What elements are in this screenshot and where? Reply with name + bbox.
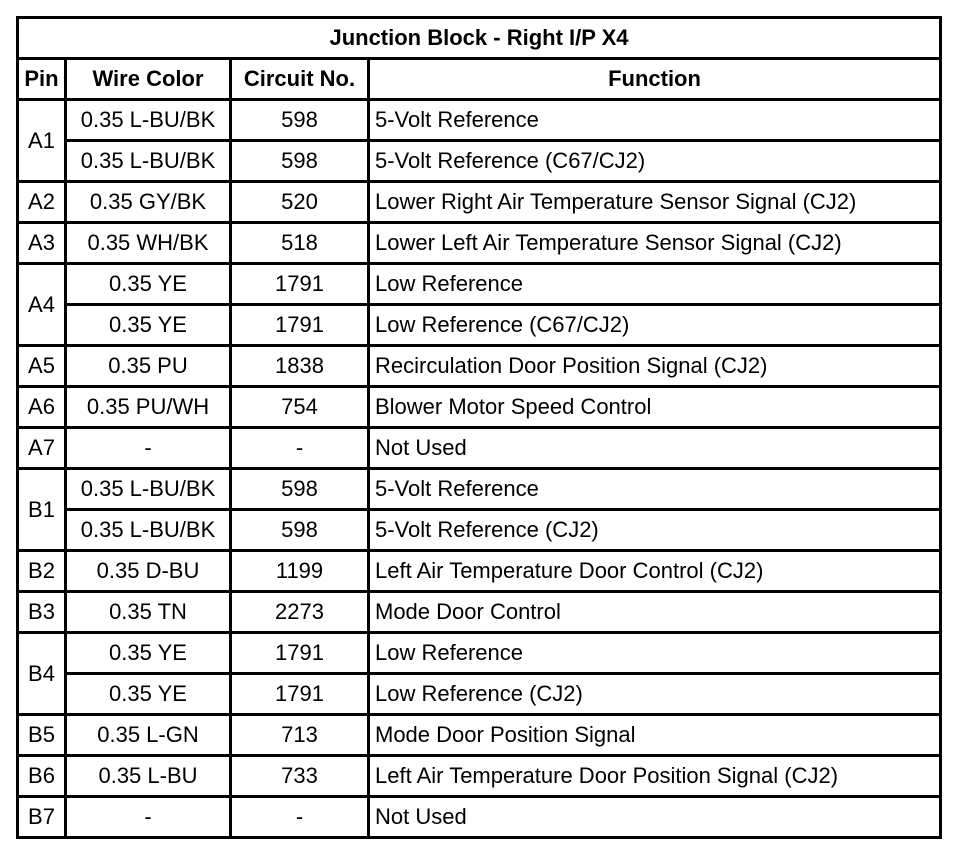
circuit-number-cell: 598 [232,470,367,508]
function-cell: Low Reference [370,634,939,672]
circuit-number-cell: 733 [232,757,367,795]
table-title: Junction Block - Right I/P X4 [19,19,939,57]
wire-color-cell: 0.35 D-BU [67,552,229,590]
wire-color-cell: 0.35 PU [67,347,229,385]
header-pin: Pin [19,60,64,98]
table-row [19,142,939,180]
table-row [19,593,939,631]
wire-color-cell: 0.35 L-BU/BK [67,101,229,139]
table-row [19,552,939,590]
wire-color-cell: 0.35 L-BU/BK [67,470,229,508]
circuit-number-cell: 1838 [232,347,367,385]
wire-color-cell: 0.35 YE [67,306,229,344]
circuit-number-cell: 598 [232,101,367,139]
table-row [19,470,939,508]
title-row [19,19,939,57]
table-row [19,388,939,426]
wire-color-cell: 0.35 TN [67,593,229,631]
table-body [19,101,939,836]
table-row [19,675,939,713]
function-cell: Left Air Temperature Door Position Signal (CJ2) [370,757,939,795]
function-cell: 5-Volt Reference [370,470,939,508]
circuit-number-cell: 520 [232,183,367,221]
pin-cell: A6 [19,388,64,426]
wire-color-cell: 0.35 L-BU/BK [67,511,229,549]
circuit-number-cell: 1791 [232,634,367,672]
wire-color-cell: 0.35 YE [67,265,229,303]
pin-cell: B3 [19,593,64,631]
table-row [19,224,939,262]
pin-cell: B2 [19,552,64,590]
function-cell: Blower Motor Speed Control [370,388,939,426]
table-row [19,101,939,139]
pin-cell: B5 [19,716,64,754]
connector-table-wrapper [16,16,942,839]
circuit-number-cell: 754 [232,388,367,426]
pin-cell: B6 [19,757,64,795]
table-row [19,347,939,385]
function-cell: 5-Volt Reference (CJ2) [370,511,939,549]
wire-color-cell: 0.35 L-BU/BK [67,142,229,180]
table-row [19,757,939,795]
table-row [19,183,939,221]
pin-cell: A2 [19,183,64,221]
pin-cell: A3 [19,224,64,262]
function-cell: Left Air Temperature Door Control (CJ2) [370,552,939,590]
wire-color-cell: 0.35 WH/BK [67,224,229,262]
wire-color-cell: 0.35 L-BU [67,757,229,795]
pin-cell: B4 [19,634,64,713]
wire-color-cell: - [67,429,229,467]
pin-cell: A1 [19,101,64,180]
function-cell: Mode Door Position Signal [370,716,939,754]
function-cell: Not Used [370,429,939,467]
function-cell: 5-Volt Reference [370,101,939,139]
circuit-number-cell: 1791 [232,675,367,713]
header-wire-color: Wire Color [67,60,229,98]
pin-cell: A7 [19,429,64,467]
table-row [19,798,939,836]
pin-cell: B7 [19,798,64,836]
table-row [19,511,939,549]
table-row [19,634,939,672]
table-row [19,306,939,344]
circuit-number-cell: 1791 [232,306,367,344]
circuit-number-cell: - [232,798,367,836]
circuit-number-cell: 598 [232,511,367,549]
circuit-number-cell: - [232,429,367,467]
wire-color-cell: 0.35 YE [67,675,229,713]
header-row [19,60,939,98]
pin-cell: B1 [19,470,64,549]
pin-cell: A4 [19,265,64,344]
table-row [19,429,939,467]
circuit-number-cell: 2273 [232,593,367,631]
wire-color-cell: 0.35 L-GN [67,716,229,754]
table-row [19,265,939,303]
wire-color-cell: 0.35 YE [67,634,229,672]
function-cell: Mode Door Control [370,593,939,631]
connector-pinout-table [16,16,942,839]
function-cell: Lower Right Air Temperature Sensor Signal (CJ2) [370,183,939,221]
wire-color-cell: - [67,798,229,836]
function-cell: Low Reference [370,265,939,303]
header-function: Function [370,60,939,98]
circuit-number-cell: 598 [232,142,367,180]
function-cell: Low Reference (C67/CJ2) [370,306,939,344]
header-circuit-no: Circuit No. [232,60,367,98]
table-row [19,716,939,754]
circuit-number-cell: 1791 [232,265,367,303]
function-cell: 5-Volt Reference (C67/CJ2) [370,142,939,180]
pin-cell: A5 [19,347,64,385]
function-cell: Recirculation Door Position Signal (CJ2) [370,347,939,385]
wire-color-cell: 0.35 PU/WH [67,388,229,426]
circuit-number-cell: 713 [232,716,367,754]
circuit-number-cell: 1199 [232,552,367,590]
circuit-number-cell: 518 [232,224,367,262]
function-cell: Low Reference (CJ2) [370,675,939,713]
wire-color-cell: 0.35 GY/BK [67,183,229,221]
function-cell: Lower Left Air Temperature Sensor Signal (CJ2) [370,224,939,262]
function-cell: Not Used [370,798,939,836]
